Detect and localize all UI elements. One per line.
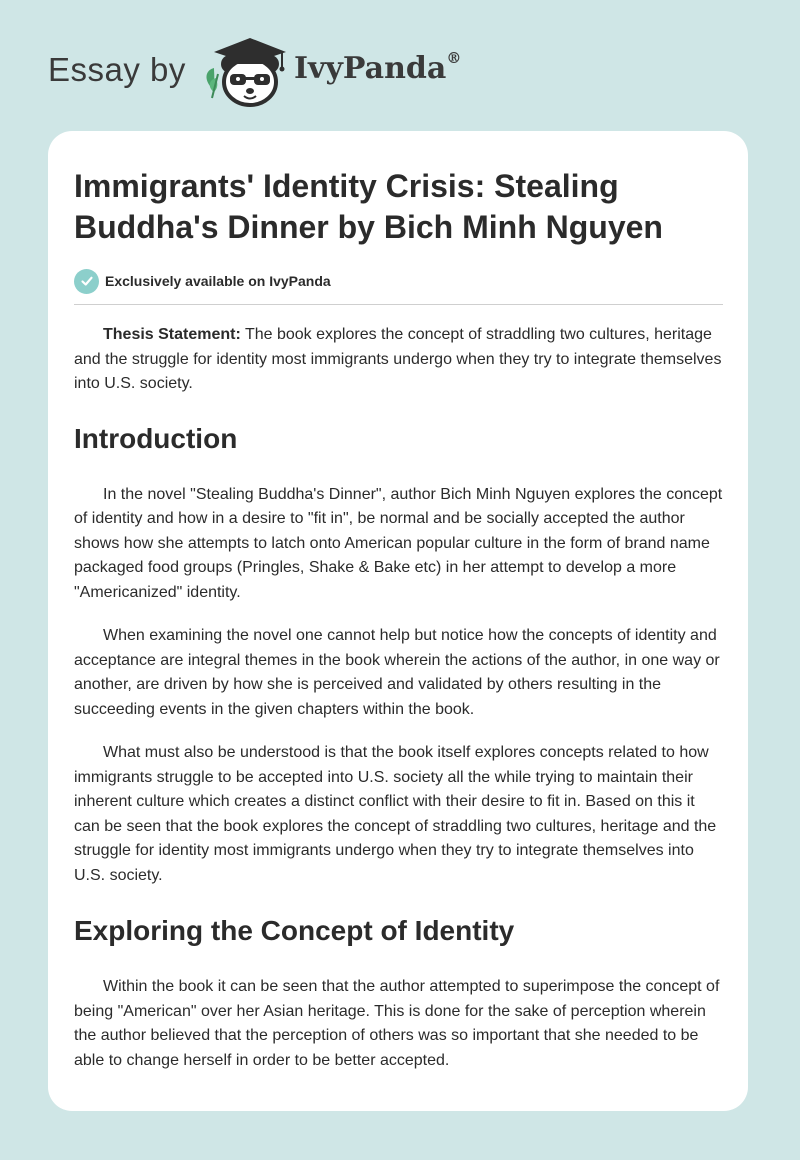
thesis-text: The book explores the concept of straddling two cultures, heritage and the struggle for identity most immigrants undergo when they try to integrate themselves into U.S. society. (74, 326, 722, 392)
brand-header (48, 34, 508, 114)
registered-mark: ® (446, 49, 462, 67)
article-title: Immigrants' Identity Crisis: Stealing Buddha's Dinner by Bich Minh Nguyen (74, 168, 663, 245)
section-heading-identity: Exploring the Concept of Identity (74, 915, 515, 946)
exclusive-badge-text: Exclusively available on IvyPanda (105, 273, 331, 289)
thesis-label: Thesis Statement: (103, 326, 241, 343)
panda-graduate-icon (202, 34, 294, 110)
brand-prefix: Essay by (48, 51, 186, 88)
intro-paragraph-2: When examining the novel one cannot help but notice how the concepts of identity and acceptance are integral themes in the book wherein the actions of the author, in one way or another, are driven by how she is perceived and validated by others resulting in the succeeding events in the given chapters within the book. (74, 627, 720, 718)
exclusive-badge (74, 268, 723, 294)
intro-paragraph-3: What must also be understood is that the book itself explores concepts related to how immigrants struggle to be accepted into U.S. society all the while trying to maintain their inherent culture which creates a distinct conflict with their desire to fit in. Based on this it can be seen that the book explores the concept of straddling two cultures, heritage and the struggle for identity most immigrants undergo when they try to integrate themselves into U.S. society. (74, 744, 717, 884)
thesis-statement (74, 323, 723, 397)
brand-name: IvyPanda® (294, 49, 462, 86)
section-heading-introduction: Introduction (74, 422, 238, 454)
check-circle-icon (74, 269, 99, 294)
intro-paragraph-1: In the novel "Stealing Buddha's Dinner", author Bich Minh Nguyen explores the concept of identity and how in a desire to "fit in", be normal and be socially accepted the author shows how she attempts to latch onto American popular culture in the form of brand name packaged food groups (Pringles, Shake & Bake etc) in her attempt to develop a more "Americanized" identity. (74, 485, 723, 601)
identity-paragraph-1: Within the book it can be seen that the author attempted to superimpose the concept of being "American" over her Asian heritage. This is done for the sake of perception wherein the author believed that the perception of others was so important that she needed to be able to change herself in order to be better accepted. (74, 978, 720, 1069)
divider (74, 304, 723, 305)
article-content (74, 166, 723, 1073)
article-card (48, 131, 748, 1111)
